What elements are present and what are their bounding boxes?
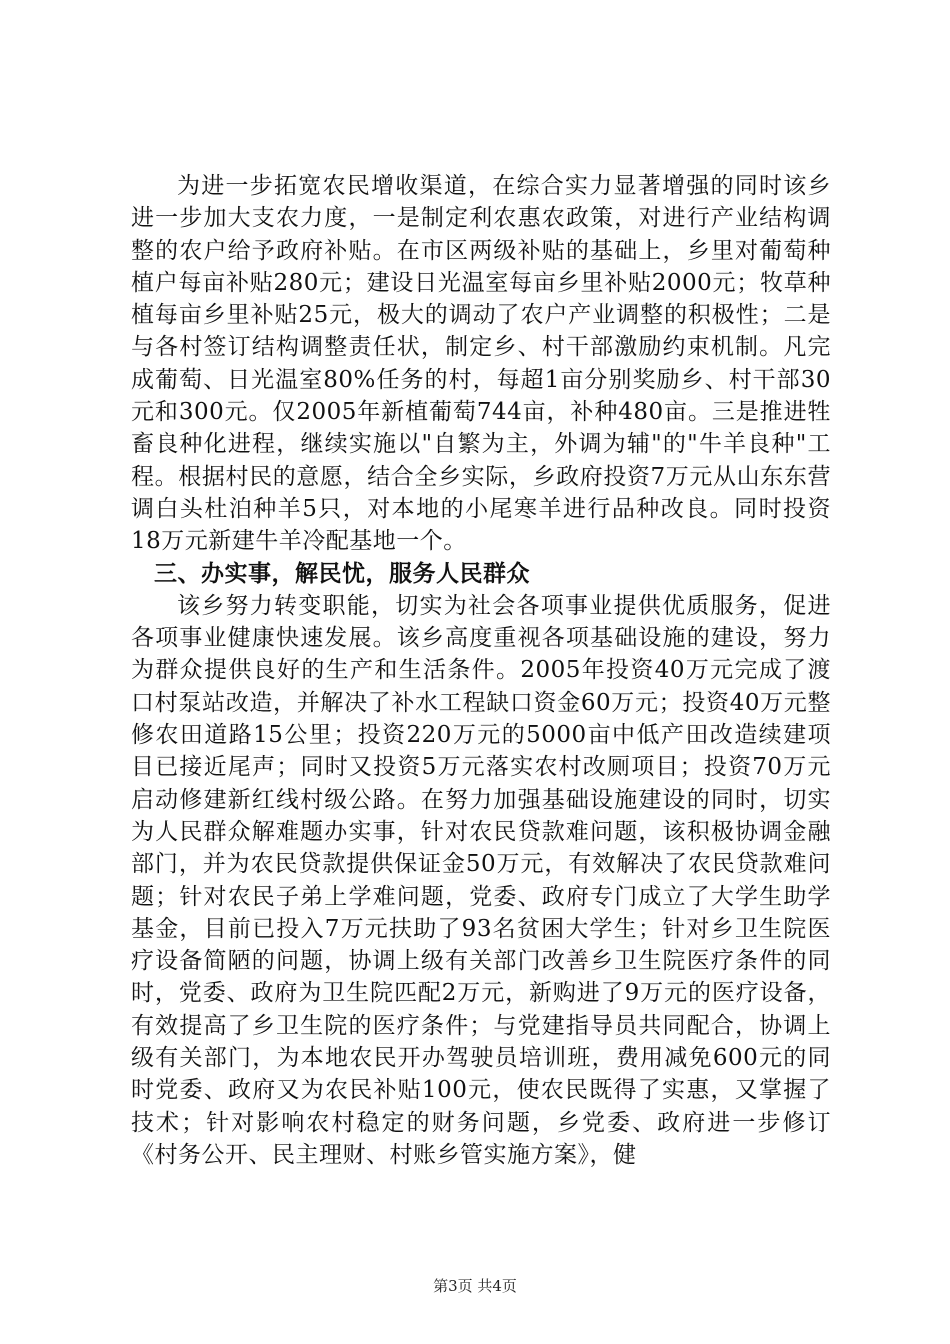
page-footer: 第3页 共4页 bbox=[433, 1277, 517, 1295]
paragraph-subsidy-policy: 为进一步拓宽农民增收渠道，在综合实力显著增强的同时该乡进一步加大支农力度，一是制定利农惠农政策，对进行产业结构调整的农户给予政府补贴。在市区两级补贴的基础上，乡里对葡萄种植户每亩补贴280元；建设日光温室每亩乡里补贴2000元；牧草种植每亩乡里补贴25元，极大的调动了农户产业调整的积极性；二是与各村签订结构调整责任状，制定乡、村干部激励约束机制。凡完成葡萄、日光温室80%任务的村，每超1亩分别奖励乡、村干部30元和300元。仅2005年新植葡萄744亩，补种480亩。三是推进牲畜良种化进程，继续实施以"自繁为主，外调为辅"的"牛羊良种"工程。根据村民的意愿，结合全乡实际，乡政府投资7万元从山东东营调白头杜泊种羊5只，对本地的小尾寒羊进行品种改良。同时投资18万元新建牛羊冷配基地一个。 bbox=[131, 173, 831, 555]
paragraph-public-services: 该乡努力转变职能，切实为社会各项事业提供优质服务，促进各项事业健康快速发展。该乡高度重视各项基础设施的建设，努力为群众提供良好的生产和生活条件。2005年投资40万元完成了渡口村泵站改造，并解决了补水工程缺口资金60万元；投资40万元整修农田道路15公里；投资220万元的5000亩中低产田改造续建项目已接近尾声；同时又投资5万元落实农村改厕项目；投资70万元启动修建新红线村级公路。在努力加强基础设施建设的同时，切实为人民群众解难题办实事，针对农民贷款难问题，该积极协调金融部门，并为农民贷款提供保证金50万元，有效解决了农民贷款难问题；针对农民子弟上学难问题，党委、政府专门成立了大学生助学基金，目前已投入7万元扶助了93名贫困大学生；针对乡卫生院医疗设备简陋的问题，协调上级有关部门改善乡卫生院医疗条件的同时，党委、政府为卫生院匹配2万元，新购进了9万元的医疗设备，有效提高了乡卫生院的医疗条件；与党建指导员共同配合，协调上级有关部门，为本地农民开办驾驶员培训班，费用减免600元的同时党委、政府又为农民补贴100元，使农民既得了实惠，又掌握了技术；针对影响农村稳定的财务问题，乡党委、政府进一步修订《村务公开、民主理财、村账乡管实施方案》，健 bbox=[131, 592, 831, 1168]
document-body bbox=[131, 170, 831, 1171]
section-heading: 三、办实事，解民忧，服务人民群众 bbox=[154, 559, 530, 587]
